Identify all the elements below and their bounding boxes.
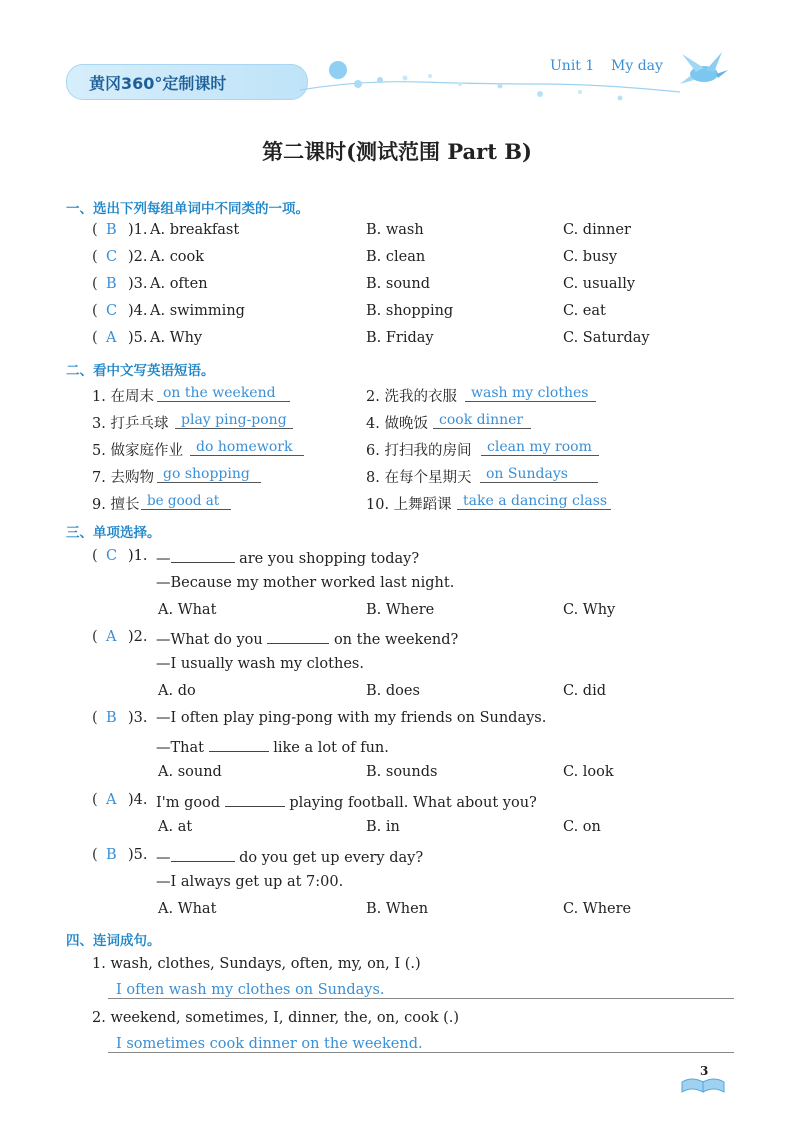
question-prefix: — (156, 551, 171, 567)
option-a: A. sound (158, 764, 222, 780)
page-title: 第二课时(测试范围 Part B) (262, 139, 532, 164)
answer-mark: C (106, 548, 118, 564)
section2-heading: 二、看中文写英语短语。 (66, 363, 215, 379)
question-reply: —I always get up at 7:00. (156, 874, 344, 890)
item-number: )1. (128, 222, 148, 238)
item-number: )1. (128, 548, 148, 564)
answer-blank (171, 548, 235, 563)
phrase-prompt: 5. 做家庭作业 (92, 443, 183, 459)
option-b: B. in (366, 819, 400, 835)
question-text (156, 548, 419, 567)
phrase-prompt: 9. 擅长 (92, 497, 140, 513)
option-a: A. at (158, 819, 193, 835)
paren-open: ( (92, 629, 98, 645)
question-prefix: I'm good (156, 795, 221, 811)
option-b: B. shopping (366, 303, 454, 319)
header-decoration (300, 50, 740, 120)
option-a: A. cook (150, 249, 205, 265)
phrase-prompt: 4. 做晚饭 (366, 416, 428, 432)
question-suffix: do you get up every day? (239, 850, 424, 866)
book-icon (680, 1076, 726, 1096)
item-number: )5. (128, 847, 148, 863)
answer-blank (209, 737, 269, 752)
question-reply: —Because my mother worked last night. (156, 575, 455, 591)
answer-mark: A (106, 629, 117, 645)
item-number: )3. (128, 710, 148, 726)
option-a: A. do (158, 683, 196, 699)
question-suffix: on the weekend? (333, 632, 459, 648)
phrase-answer: on the weekend (157, 385, 290, 402)
option-b: B. sounds (366, 764, 438, 780)
phrase-prompt: 8. 在每个星期天 (366, 470, 472, 486)
reply-prefix: —That (156, 740, 204, 756)
answer-mark: B (106, 222, 117, 238)
option-b: B. clean (366, 249, 426, 265)
question-text (156, 847, 423, 866)
question-prefix: — (156, 850, 171, 866)
answer-mark: B (106, 847, 117, 863)
option-a: A. What (158, 602, 217, 618)
answer-mark: B (106, 710, 117, 726)
phrase-answer: cook dinner (433, 412, 531, 429)
item-number: )3. (128, 276, 148, 292)
phrase-answer: do homework (190, 439, 304, 456)
unit-title: My day (611, 58, 663, 74)
option-c: C. look (563, 764, 614, 780)
section1-heading: 一、选出下列每组单词中不同类的一项。 (66, 201, 309, 217)
option-c: C. Why (563, 602, 616, 618)
answer-blank (225, 792, 285, 807)
scrambled-words: 1. wash, clothes, Sundays, often, my, on, I (.) (92, 956, 421, 972)
phrase-prompt: 1. 在周末 (92, 389, 154, 405)
option-b: B. Where (366, 602, 435, 618)
sentence-answer: I sometimes cook dinner on the weekend. (108, 1036, 734, 1053)
option-c: C. eat (563, 303, 606, 319)
scrambled-words: 2. weekend, sometimes, I, dinner, the, on, cook (.) (92, 1010, 460, 1026)
paren-open: ( (92, 847, 98, 863)
option-c: C. usually (563, 276, 636, 292)
phrase-prompt: 7. 去购物 (92, 470, 154, 486)
question-suffix: are you shopping today? (239, 551, 420, 567)
paren-open: ( (92, 222, 98, 238)
question-suffix: playing football. What about you? (289, 795, 537, 811)
option-c: C. dinner (563, 222, 631, 238)
option-c: C. Where (563, 901, 632, 917)
phrase-answer: take a dancing class (457, 493, 611, 510)
question-text (156, 629, 458, 648)
option-a: A. Why (150, 330, 203, 346)
reply-suffix: like a lot of fun. (273, 740, 389, 756)
option-b: B. When (366, 901, 429, 917)
option-a: A. swimming (150, 303, 245, 319)
item-number: )4. (128, 792, 148, 808)
paren-open: ( (92, 249, 98, 265)
paren-open: ( (92, 303, 98, 319)
answer-mark: C (106, 303, 118, 319)
item-number: )4. (128, 303, 148, 319)
paren-open: ( (92, 330, 98, 346)
answer-mark: A (106, 330, 117, 346)
option-a: A. breakfast (150, 222, 240, 238)
phrase-answer: go shopping (157, 466, 261, 483)
question-text: —I often play ping-pong with my friends on Sundays. (156, 710, 547, 726)
option-c: C. busy (563, 249, 618, 265)
answer-blank (171, 847, 235, 862)
phrase-prompt: 10. 上舞蹈课 (366, 497, 452, 513)
item-number: )2. (128, 249, 148, 265)
question-text (156, 792, 537, 811)
brand-title: 黄冈360°定制课时 (89, 74, 227, 93)
paren-open: ( (92, 710, 98, 726)
item-number: )2. (128, 629, 148, 645)
answer-mark: B (106, 276, 117, 292)
page-number: 3 (700, 1064, 709, 1078)
question-reply: —I usually wash my clothes. (156, 656, 364, 672)
option-c: C. on (563, 819, 601, 835)
phrase-answer: play ping-pong (175, 412, 293, 429)
phrase-answer: clean my room (481, 439, 599, 456)
paren-open: ( (92, 548, 98, 564)
phrase-prompt: 2. 洗我的衣服 (366, 389, 457, 405)
question-prefix: —What do you (156, 632, 263, 648)
option-b: B. does (366, 683, 420, 699)
section4-heading: 四、连词成句。 (66, 933, 161, 949)
option-b: B. wash (366, 222, 424, 238)
header-banner (66, 64, 308, 100)
phrase-prompt: 3. 打乒乓球 (92, 416, 169, 432)
bird-icon (678, 50, 734, 90)
phrase-prompt: 6. 打扫我的房间 (366, 443, 472, 459)
answer-mark: A (106, 792, 117, 808)
answer-mark: C (106, 249, 118, 265)
option-c: C. did (563, 683, 606, 699)
option-b: B. Friday (366, 330, 434, 346)
option-b: B. sound (366, 276, 431, 292)
option-c: C. Saturday (563, 330, 650, 346)
paren-open: ( (92, 792, 98, 808)
item-number: )5. (128, 330, 148, 346)
option-a: A. often (150, 276, 208, 292)
paren-open: ( (92, 276, 98, 292)
question-reply (156, 737, 389, 756)
phrase-answer: be good at (141, 493, 231, 510)
option-a: A. What (158, 901, 217, 917)
section3-heading: 三、单项选择。 (66, 525, 161, 541)
sentence-answer: I often wash my clothes on Sundays. (108, 982, 734, 999)
phrase-answer: on Sundays (480, 466, 598, 483)
answer-blank (267, 629, 329, 644)
unit-label: Unit 1 (550, 58, 595, 74)
phrase-answer: wash my clothes (465, 385, 596, 402)
